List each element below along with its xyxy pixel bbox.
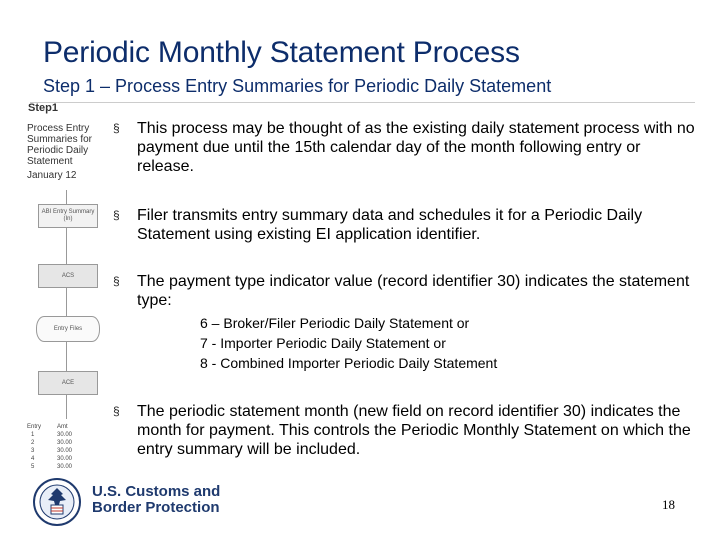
flow-box-ace: ACE	[38, 371, 98, 395]
statement-type-list	[200, 313, 497, 373]
entry-cell: 3	[31, 448, 35, 454]
flow-connector	[66, 228, 67, 264]
flow-box-abi: ABI Entry Summary (In)	[38, 204, 98, 228]
slide-subtitle: Step 1 – Process Entry Summaries for Periodic Daily Statement	[43, 76, 552, 96]
title-divider	[30, 102, 695, 103]
bullet-marker: §	[113, 121, 120, 135]
flow-connector	[66, 288, 67, 316]
bullet-marker: §	[113, 274, 120, 288]
flow-connector	[66, 395, 67, 419]
bullet-marker: §	[113, 404, 120, 418]
amount-column	[57, 423, 72, 471]
diagram-process-label: Process Entry Summaries for Periodic Daily Statement	[27, 123, 93, 167]
diagram-date-label: January 12	[27, 170, 77, 181]
statement-type-item: 6 – Broker/Filer Periodic Daily Statement or	[200, 315, 470, 331]
flow-connector	[66, 341, 67, 371]
dhs-seal-icon	[33, 478, 81, 526]
bullet-text-2: Filer transmits entry summary data and schedules it for a Periodic Daily Statement using existing EI application identifier.	[137, 207, 643, 243]
slide-title: Periodic Monthly Statement Process	[43, 36, 520, 69]
bullet-text-1: This process may be thought of as the existing daily statement process with no payment due until the 15th calendar day of the month following entry or release.	[137, 120, 695, 175]
entry-cell: 2	[31, 440, 35, 446]
statement-type-item: 7 - Importer Periodic Daily Statement or	[200, 335, 446, 351]
entry-cell: 1	[31, 432, 35, 438]
diagram-step-label: Step1	[28, 102, 58, 114]
org-line-1: U.S. Customs and	[92, 483, 221, 500]
amount-cell: 30.00	[57, 456, 73, 462]
entry-cell: 5	[31, 464, 35, 470]
bullet-text-4: The periodic statement month (new field on record identifier 30) indicates the month for payment. This controls the Periodic Monthly Statement on which the entry summary will be included.	[137, 403, 691, 458]
entry-column	[27, 423, 41, 471]
flow-box-acs: ACS	[38, 264, 98, 288]
amount-cell: 30.00	[57, 440, 73, 446]
amount-cell: 30.00	[57, 464, 73, 470]
amount-column-header: Amt	[57, 424, 68, 430]
flow-connector	[66, 190, 67, 204]
bullet-marker: §	[113, 208, 120, 222]
statement-type-item: 8 - Combined Importer Periodic Daily Statement	[200, 355, 498, 371]
entry-column-header: Entry	[27, 424, 42, 430]
org-logo-text	[92, 484, 220, 516]
amount-cell: 30.00	[57, 448, 73, 454]
amount-cell: 30.00	[57, 432, 73, 438]
org-line-2: Border Protection	[92, 499, 220, 516]
bullet-text-3: The payment type indicator value (record identifier 30) indicates the statement type:	[137, 273, 690, 309]
entry-cell: 4	[31, 456, 35, 462]
flow-cylinder-entry-files: Entry Files	[36, 316, 100, 342]
page-number: 18	[662, 497, 675, 512]
